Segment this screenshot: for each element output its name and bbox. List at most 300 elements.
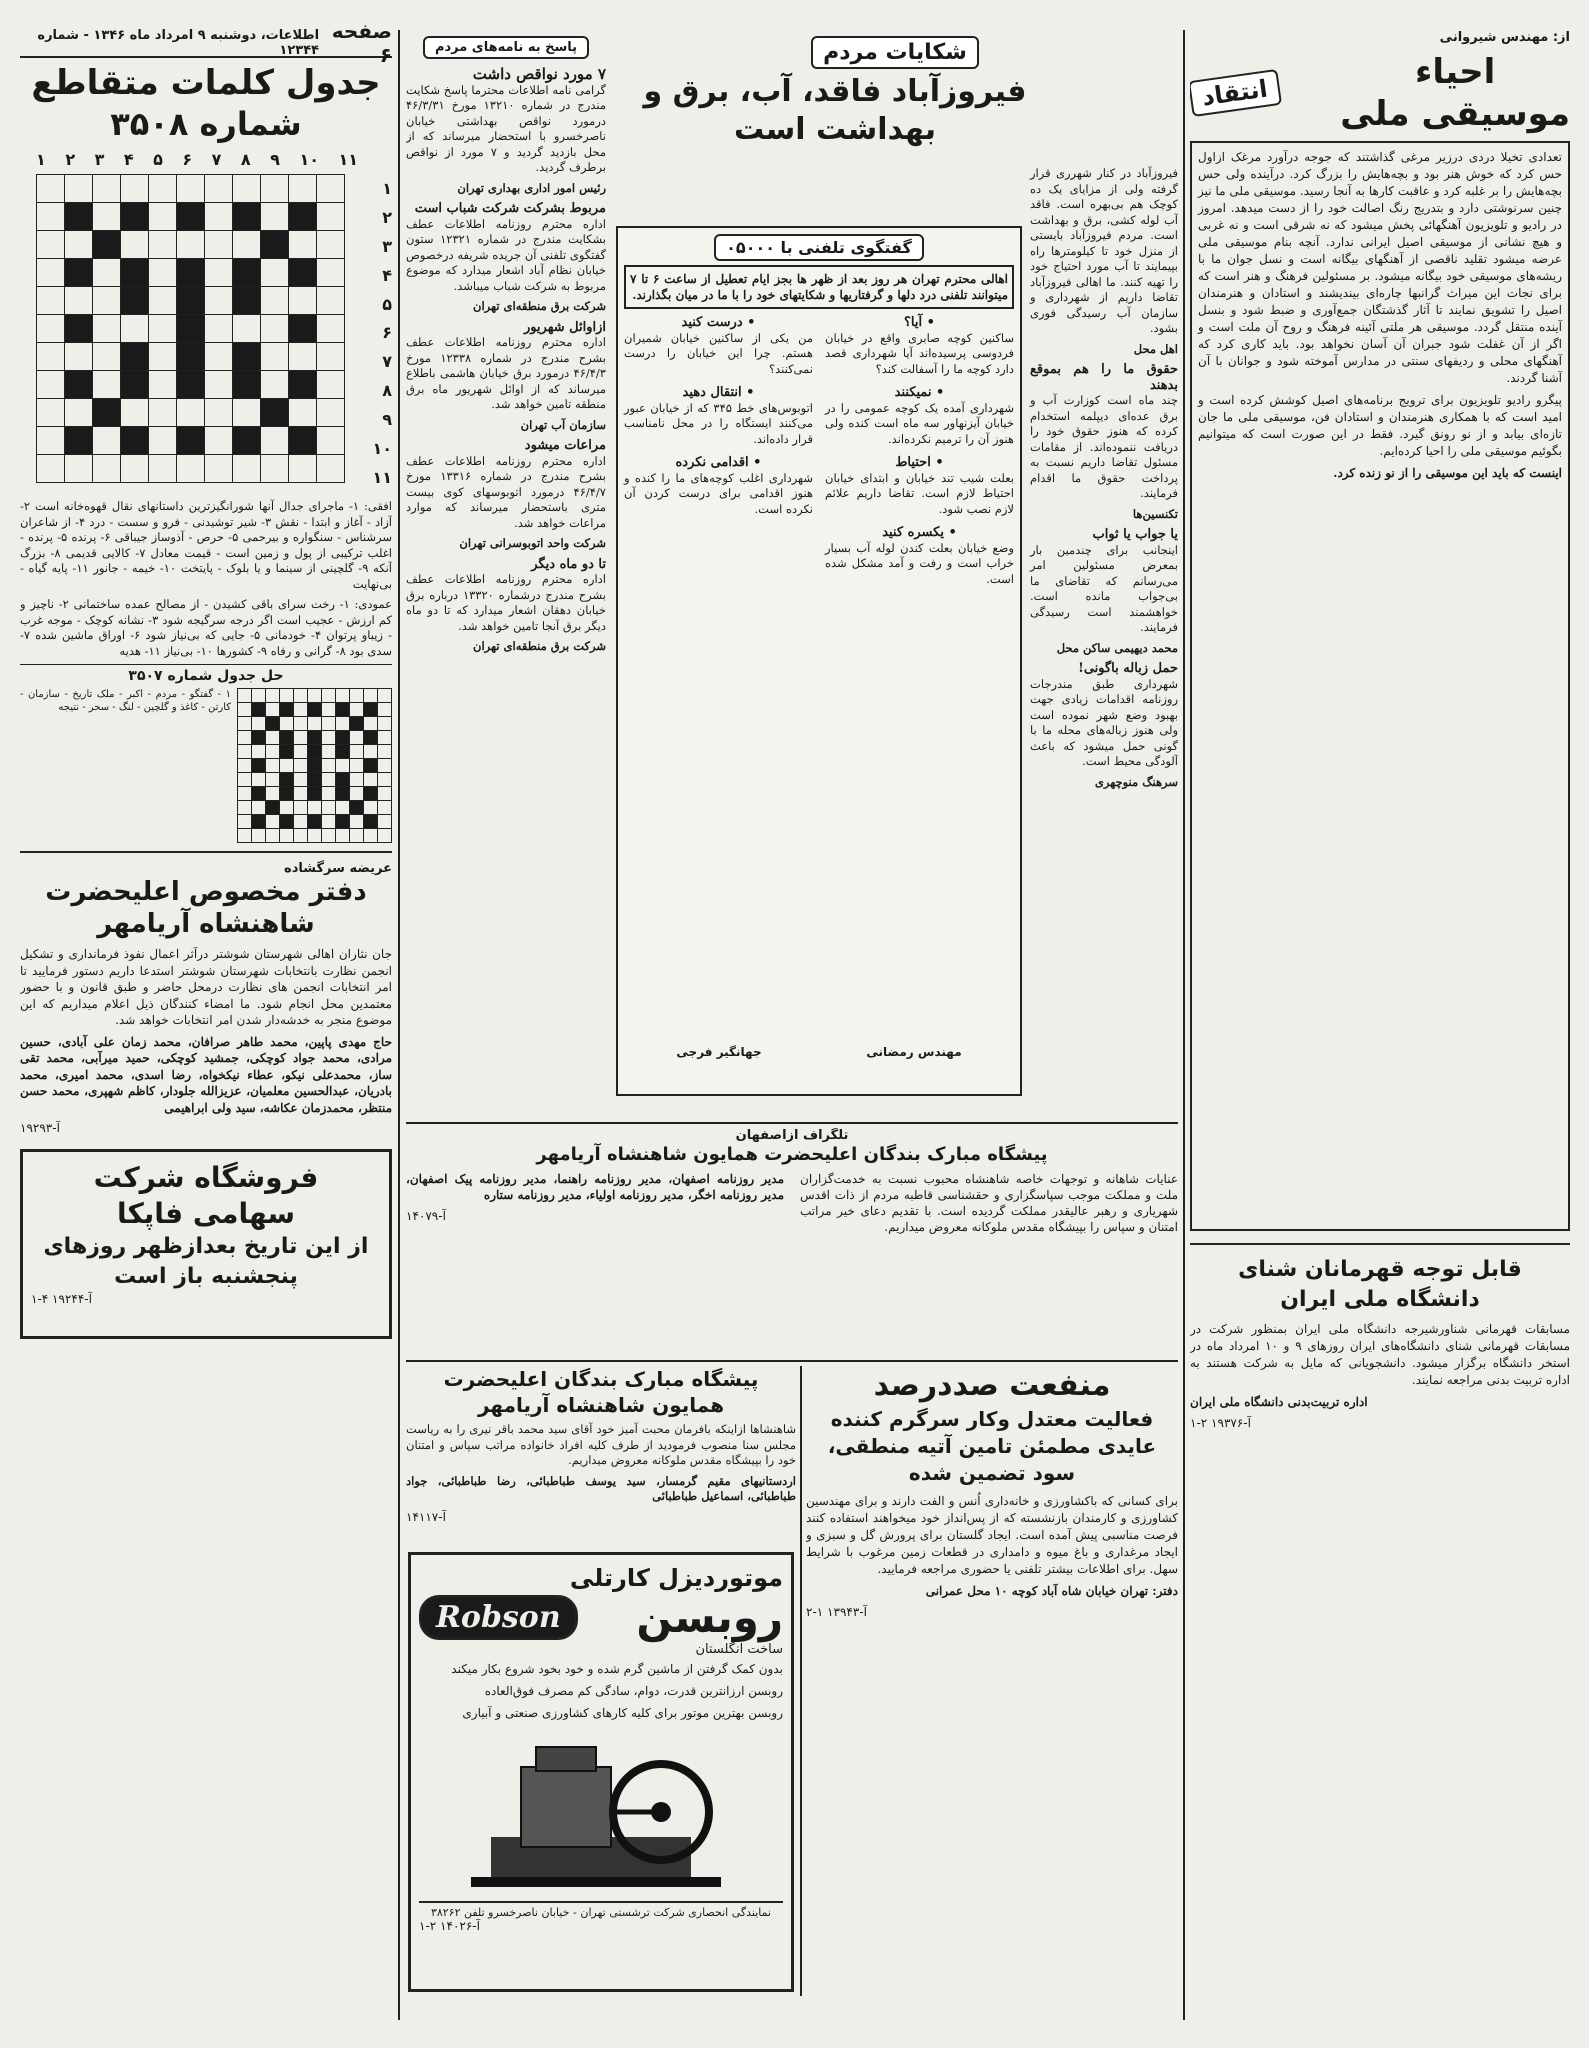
solution-cell	[350, 801, 364, 815]
page-label: صفحه ۶	[331, 19, 392, 67]
replies-badge: پاسخ به نامه‌های مردم	[423, 36, 589, 59]
crossword-cell	[205, 343, 233, 371]
solution-cell	[294, 745, 308, 759]
univ-signer: اداره تربیت‌بدنی دانشگاه ملی ایران	[1190, 1395, 1368, 1409]
solution-cell	[336, 745, 350, 759]
solution-cell	[308, 717, 322, 731]
crossword-cell	[177, 259, 205, 287]
phone-item-title: • اقدامی نکرده	[675, 455, 762, 470]
telegram-title: پیشگاه مبارک بندگان اعلیحضرت همایون شاهنشاه آریامهر	[536, 1144, 1048, 1165]
crossword-cell	[233, 427, 261, 455]
solution-cell	[364, 689, 378, 703]
complaints-sub4-signer: سرهنگ منوچهری	[1094, 774, 1178, 789]
crossword-row-number: ۱۱	[372, 468, 392, 488]
complaints-sub4: حمل زباله باگونی!	[1078, 661, 1178, 676]
crossword-cell	[65, 427, 93, 455]
ad-fapka-code: ۱-۴ آ-۱۹۲۴۴	[31, 1292, 92, 1306]
solution-cell	[336, 689, 350, 703]
telegram-code: آ-۱۴۰۷۹	[406, 1209, 446, 1223]
solution-cell	[294, 829, 308, 843]
solution-cell	[364, 759, 378, 773]
crossword-col-number: ۳	[94, 150, 105, 169]
solution-cell	[280, 815, 294, 829]
solution-cell	[322, 787, 336, 801]
page-header	[20, 19, 392, 67]
crossword-row-number: ۱۰	[372, 439, 392, 459]
solution-cell	[266, 787, 280, 801]
crossword-cell	[65, 287, 93, 315]
crossword-col-number: ۲	[65, 150, 76, 169]
crossword-cell	[149, 315, 177, 343]
phone-item	[624, 455, 813, 517]
solution-cell	[322, 731, 336, 745]
crossword-cell	[289, 175, 317, 203]
profit-title: منفعت صددرصد	[873, 1368, 1111, 1403]
column-rule	[800, 1366, 802, 1996]
crossword-cell	[289, 259, 317, 287]
robson-line1: بدون کمک گرفتن از ماشین گرم شده و خود بخود شروع بکار میکند	[451, 1662, 783, 1676]
crossword-cell	[37, 343, 65, 371]
solution-cell	[308, 703, 322, 717]
phone-icon-badge: گفتگوی تلفنی با ۰۵۰۰۰	[714, 234, 924, 261]
solution-title: حل جدول شماره ۳۵۰۷	[20, 664, 392, 684]
univ-box	[1190, 1243, 1570, 1430]
crossword-cell	[121, 371, 149, 399]
crossword-cell	[205, 427, 233, 455]
solution-cell	[252, 829, 266, 843]
crossword-cell	[177, 287, 205, 315]
replies-sub3-signer: شرکت واحد اتوبوسرانی تهران	[459, 536, 606, 550]
solution-cell	[280, 773, 294, 787]
crossword-cell	[233, 203, 261, 231]
crossword-cell	[121, 231, 149, 259]
crossword-cell	[317, 203, 345, 231]
solution-cell	[350, 759, 364, 773]
article-body: تعدادی تخیلا دردی درزیر مرغی گذاشتند که جوجه درآورد مرغک ازاول حس کرد که خوش هنر بود و بچه‌هایش را بزرگ کرد. درآینده ولی حس بچه‌هایش را بر غلبه کرد و عاقبت کارها به آنجا رسید. موسیقی ملی ما نیز چنین سرنوشتی دارد و بتدریج رنگ اصالت خود را از دست میدهد. امروز در رادیو و تلویزیون آهنگهائی پخش میشود که نه شرقی است و نه غربی و هیچ نشانی از موسیقی اصیل ایرانی ندارد. آنچه بنام موسیقی ملی عرضه میشود تقلید ناقصی از آهنگهای بیگانه است و نسل جوان ما با ریشه‌های موسیقی خود بیگانه میشود. بر مسئولین فرهنگ و هنر است که برای نجات این میراث گرانبها چاره‌ای بیندیشند و استادان و هنرمندان اصیل را تشویق نمایند تا آثار گذشتگان جمع‌آوری و ضبط شود و بنسل آینده منتقل گردد. موسیقی هر ملتی آئینه فرهنگ و روح آن ملت است و اگر از آن غفلت شود جبران آن آسان نخواهد بود. باید کاری کرد که آهنگهای محلی و ردیفهای سنتی در مدارس آموخته شود و جوانان با آن آشنا گردند.	[1198, 150, 1562, 385]
phone-item	[624, 315, 813, 377]
solution-cell	[280, 689, 294, 703]
crossword-cell	[205, 259, 233, 287]
crossword-cell	[233, 231, 261, 259]
replies-sub1-signer: شرکت برق منطقه‌ای تهران	[473, 299, 606, 313]
solution-cell	[322, 773, 336, 787]
crossword-cell	[65, 203, 93, 231]
complaints-sub4-body: شهرداری طبق مندرجات روزنامه اقدامات زیادی جهت بهبود وضع شهر نموده است ولی هنوز زباله‌های محله ما با گونی حمل میشود که باعث آلودگی محیط است.	[1030, 676, 1178, 768]
crossword-cell	[317, 315, 345, 343]
petition-signers: حاج مهدی پاپین، محمد طاهر صرافان، محمد زمان علی آبادی، حسین مرادی، محمد جواد کوچکی، جمشید کوچکی، حمید میرآبی، محمد تقی ساز، محمدعلی نیکو، عطاء نیکخواه، رضا اسدی، محمد امیری، محمد بادریان، عبدالحسین معلمیان، عزیزالله جلودار، کاظم شهپری، محمد حسن منتظر، محمدزمان عکاشه، سید ولی ابراهیمی	[20, 1034, 392, 1115]
solution-cell	[266, 731, 280, 745]
crossword-row-number: ۶	[382, 323, 392, 343]
solution-cell	[378, 829, 392, 843]
solution-cell	[280, 731, 294, 745]
phone-item-title: • درست کنید	[681, 315, 756, 330]
solution-cell	[322, 759, 336, 773]
critique-badge: انتقاد	[1190, 69, 1282, 117]
section-rule	[20, 851, 392, 853]
replies-sub3-body: اداره محترم روزنامه اطلاعات عطف بشرح مندرج در شماره ۱۳۳۱۶ مورخ ۴۶/۴/۷ درمورد اتوبوسهای کوی بیست متری باستحضار میرساند که موارد مراعات خواهد شد.	[406, 453, 606, 530]
solution-cell	[280, 801, 294, 815]
crossword-cell	[233, 175, 261, 203]
solution-cell	[364, 773, 378, 787]
crossword-cell	[177, 231, 205, 259]
solution-cell	[308, 745, 322, 759]
crossword-cell	[261, 315, 289, 343]
solution-cell	[252, 689, 266, 703]
engine-illustration	[451, 1727, 751, 1897]
solution-cell	[280, 717, 294, 731]
crossword-cell	[149, 259, 177, 287]
solution-cell	[308, 759, 322, 773]
univ-body: مسابقات قهرمانی شناورشیرجه دانشگاه ملی ایران بمنظور شرکت در مسابقات قهرمانی شنای دانشگاه‌های ایران روزهای ۹ و ۱۰ امرداد ماه در استخر دانشگاه برگزار میشود. دانشجویانی که مایل به شرکت هستند به اداره تربیت بدنی مراجعه نمایند.	[1190, 1322, 1570, 1387]
ad-fapka-line1: از این تاریخ بعدازظهر روزهای	[43, 1234, 369, 1259]
column-rule	[1183, 30, 1185, 2020]
crossword-cell	[121, 175, 149, 203]
ad-fapka-title: فروشگاه شرکت	[93, 1161, 319, 1194]
telegram-signers: مدیر روزنامه اصفهان، مدیر روزنامه راهنما، مدیر روزنامه پیک اصفهان، مدیر روزنامه اخگر، مدیر روزنامه اولیاء، مدیر روزنامه ستاره	[406, 1172, 784, 1202]
section-rule	[406, 1360, 1178, 1362]
solution-cell	[280, 703, 294, 717]
crossword-cell	[93, 427, 121, 455]
ad-fapka-line2: پنجشنبه باز است	[114, 1264, 298, 1289]
phone-item-body: اتوبوس‌های خط ۳۴۵ که از خیابان عبور می‌کنند ایستگاه را در محل نامناسب قرار داده‌اند.	[624, 400, 813, 446]
solution-cell	[378, 703, 392, 717]
crossword-cell	[205, 231, 233, 259]
solution-cell	[294, 689, 308, 703]
solution-cell	[294, 815, 308, 829]
solution-cell	[350, 689, 364, 703]
solution-cell	[378, 773, 392, 787]
solution-cell	[238, 745, 252, 759]
solution-cell	[308, 689, 322, 703]
article-title-1: احیاء	[1415, 52, 1496, 92]
solution-cell	[252, 787, 266, 801]
crossword-title: جدول کلمات متقاطع	[31, 63, 381, 103]
crossword-row-numbers	[370, 174, 392, 492]
solution-cell	[294, 731, 308, 745]
replies-sub2: ازاوائل شهریور	[523, 319, 606, 335]
univ-title-2: دانشگاه ملی ایران	[1280, 1287, 1480, 1312]
complaints-sub3-body: اینجانب برای چندمین بار بمعرض مسئولین امر می‌رسانم که تقاضای ما بی‌جواب مانده است. خواهشمند است رسیدگی فرمایند.	[1030, 542, 1178, 634]
phone-box	[616, 226, 1022, 1096]
crossword-cell	[317, 259, 345, 287]
solution-cell	[266, 801, 280, 815]
phone-item-body: بعلت شیب تند خیابان و ابتدای خیابان احتیاط لازم است. تقاضا داریم علائم لازم نصب شود.	[825, 470, 1014, 516]
column-rule	[398, 30, 400, 2020]
solution-cell	[280, 759, 294, 773]
solution-cell	[308, 801, 322, 815]
profit-subtitle: فعالیت معتدل وکار سرگرم کننده عایدی مطمئن تامین آتیه منطقی، سود تضمین شده	[827, 1407, 1157, 1485]
crossword-cell	[289, 203, 317, 231]
crossword-cell	[317, 371, 345, 399]
telegram2-signers: اردستانیهای مقیم گرمسار، سید یوسف طباطبائی، رضا طباطبائی، جواد طباطبائی، اسماعیل طباطبائی	[406, 1473, 796, 1503]
replies-sub2-body: اداره محترم روزنامه اطلاعات عطف بشرح مندرج در شماره ۱۲۳۳۸ مورخ ۴۶/۴/۳ درمورد برق خیابان هاشمی باطلاع میرساند که از اوائل شهریور ماه برق منطقه تامین خواهد شد.	[406, 335, 606, 411]
solution-cell	[252, 731, 266, 745]
crossword-cell	[149, 231, 177, 259]
crossword-cell	[149, 175, 177, 203]
replies-sub4-body: اداره محترم روزنامه اطلاعات عطف بشرح مندرج درشماره ۱۳۳۲۰ درباره برق خیابان دهقان اشعار میدارد که تا دو ماه دیگر برق آنجا تامین خواهد شد.	[406, 572, 606, 633]
crossword-cell	[37, 427, 65, 455]
crossword-cell	[317, 287, 345, 315]
crossword-row-number: ۱	[382, 178, 392, 198]
solution-cell	[266, 689, 280, 703]
crossword-cell	[261, 231, 289, 259]
solution-cell	[308, 787, 322, 801]
solution-cell	[336, 787, 350, 801]
section-rule	[406, 1122, 1178, 1124]
crossword-row-number: ۵	[382, 294, 392, 314]
complaints-sub2: تکنسین‌ها	[1132, 506, 1178, 521]
solution-cell	[252, 703, 266, 717]
crossword-cell	[261, 287, 289, 315]
solution-cell	[238, 815, 252, 829]
solution-cell	[364, 717, 378, 731]
solution-cell	[364, 815, 378, 829]
crossword-cell	[149, 427, 177, 455]
complaints-sub1: حقوق ما را هم بموقع بدهند	[1030, 362, 1178, 393]
crossword-cell	[93, 231, 121, 259]
solution-cell	[378, 815, 392, 829]
solution-cell	[238, 773, 252, 787]
crossword-col-numbers	[36, 150, 358, 172]
replies-signer: رئیس امور اداری بهداری تهران	[457, 180, 606, 195]
solution-cell	[308, 829, 322, 843]
crossword-cell	[37, 455, 65, 483]
crossword-row-number: ۲	[382, 207, 392, 227]
crossword-cell	[65, 175, 93, 203]
crossword-cell	[37, 287, 65, 315]
solution-cell	[350, 829, 364, 843]
solution-cell	[350, 787, 364, 801]
solution-cell	[294, 717, 308, 731]
solution-cell	[378, 689, 392, 703]
crossword-cell	[289, 287, 317, 315]
solution-cell	[378, 731, 392, 745]
crossword-cell	[65, 399, 93, 427]
crossword-cell	[289, 455, 317, 483]
ad-fapka	[20, 1149, 392, 1339]
replies-sub3: مراعات میشود	[524, 438, 606, 453]
phone-item-body: شهرداری آمده یک کوچه عمومی را در خیابان آیزنهاور سه ماه است کنده ولی هنوز آن را ترمیم نکرده‌اند.	[825, 400, 1014, 446]
crossword-cell	[289, 399, 317, 427]
telegram2-body: شاهنشاها ازاینکه بافرمان محبت آمیز خود آقای سید محمد باقر نیری را به ریاست مجلس سنا منصوب فرمودید از طرف کلیه افراد خانواده مراتب سپاس و امتنان خود را بپیشگاه مقدس ملوکانه معروض میداریم.	[406, 1422, 796, 1467]
phone-item-body: من یکی از ساکنین خیابان شمیران هستم. چرا این خیابان را درست نمی‌کنند؟	[624, 330, 813, 376]
solution-grid	[237, 688, 392, 843]
crossword-cell	[149, 343, 177, 371]
solution-cell	[378, 745, 392, 759]
phone-signer-1: مهندس رمضانی	[866, 1045, 962, 1059]
solution-cell	[364, 731, 378, 745]
crossword-cell	[233, 287, 261, 315]
solution-cell	[238, 759, 252, 773]
solution-cell	[336, 703, 350, 717]
crossword-cell	[93, 399, 121, 427]
telegram2-section	[406, 1366, 796, 1546]
crossword-cell	[261, 343, 289, 371]
crossword-cell	[205, 203, 233, 231]
crossword-cell	[317, 455, 345, 483]
robson-brand-fa: روبسن	[636, 1593, 783, 1642]
solution-cell	[322, 717, 336, 731]
crossword-col-number: ۶	[182, 150, 193, 169]
crossword-col-number: ۷	[211, 150, 222, 169]
crossword-cell	[177, 399, 205, 427]
replies-sub1-body: اداره محترم روزنامه اطلاعات عطف بشکایت مندرج در شماره ۱۲۳۲۱ ستون گفتگوی تلفنی آن جریده شریفه درخصوص خیابان نظام آباد اشعار میدارد که موضوع مربوط به شرکت شباب میباشد.	[406, 216, 606, 293]
solution-cell	[266, 703, 280, 717]
crossword-cell	[65, 455, 93, 483]
solution-cell	[266, 717, 280, 731]
solution-cell	[238, 829, 252, 843]
crossword-cell	[317, 343, 345, 371]
petition-body: جان نثاران اهالی شهرستان شوشتر درآثر اعمال نفوذ فرمانداری و تشکیل انجمن نظارت بانتخابات شهرستان شوشتر استدعا داریم دستور فرمایید تا امر انتخابات انجمن های نظارت درمحل حاضر و طبق قانون و با حضور معتمدین محل انجام شود. ما امضاء کنندگان ذیل اعلام میداریم که این موضوع منجر به خدشه‌دار شدن امر انتخابات خواهد شد.	[20, 947, 392, 1027]
solution-cell	[378, 787, 392, 801]
solution-cell	[336, 815, 350, 829]
solution-cell	[252, 717, 266, 731]
crossword-cell	[121, 287, 149, 315]
crossword-cell	[93, 371, 121, 399]
crossword-cell	[121, 203, 149, 231]
solution-cell	[378, 759, 392, 773]
complaints-right-col	[1030, 166, 1178, 795]
crossword-row-number: ۸	[382, 381, 392, 401]
crossword-cell	[65, 343, 93, 371]
solution-cell	[364, 829, 378, 843]
crossword-cell	[289, 315, 317, 343]
solution-text: ۱ - گفتگو - مردم - اکبر - ملک تاریخ - سازمان - کارتن - کاغذ و گلچین - لنگ - سحر - نتیجه	[20, 689, 231, 713]
solution-cell	[322, 801, 336, 815]
solution-cell	[350, 703, 364, 717]
crossword-cell	[121, 343, 149, 371]
telegram-body: عنایات شاهانه و توجهات خاصه شاهنشاه محبوب نسبت به خدمت‌گزاران ملت و مملکت موجب سپاسگزاری و حقشناسی قاطبه مردم از ذات اقدس شهریاری و رهبر عالیقدر مملکت گردیده است. با تقدیم دعای خیر مراتب امتنان و سپاس را بپیشگاه مقدس ملوکانه معروض میداریم.	[800, 1172, 1178, 1234]
solution-cell	[336, 829, 350, 843]
crossword-cell	[233, 259, 261, 287]
solution-cell	[280, 829, 294, 843]
article-box	[1190, 141, 1570, 1231]
crossword-cell	[37, 231, 65, 259]
crossword-cell	[317, 399, 345, 427]
phone-item	[825, 385, 1014, 447]
phone-item-title: • آیا؟	[904, 315, 935, 330]
ad-fapka-subtitle: سهامی فاپکا	[116, 1197, 296, 1230]
crossword-cell	[121, 427, 149, 455]
crossword-cell	[317, 231, 345, 259]
solution-cell	[252, 801, 266, 815]
profit-code: ۲-۱ آ-۱۳۹۴۳	[806, 1605, 867, 1619]
crossword-cell	[177, 427, 205, 455]
crossword-cell	[233, 315, 261, 343]
univ-code: ۱-۲ آ-۱۹۳۷۶	[1190, 1416, 1251, 1430]
solution-cell	[280, 787, 294, 801]
solution-cell	[252, 745, 266, 759]
crossword-row-number: ۳	[382, 236, 392, 256]
crossword-cell	[261, 399, 289, 427]
replies-sub4: تا دو ماه دیگر	[531, 556, 606, 572]
solution-cell	[350, 745, 364, 759]
crossword-cell	[289, 371, 317, 399]
telegram-section	[406, 1128, 1178, 1358]
solution-cell	[238, 787, 252, 801]
crossword-cell	[177, 175, 205, 203]
telegram2-title: پیشگاه مبارک بندگان اعلیحضرت همایون شاهنشاه آریامهر	[443, 1367, 759, 1417]
complaints-badge: شکایات مردم	[811, 36, 979, 69]
crossword-cell	[37, 315, 65, 343]
solution-cell	[350, 717, 364, 731]
complaints-lead-body: فیروزآباد در کنار شهرری قرار گرفته ولی از مزایای یک ده کوچک هم بی‌بهره است. فاقد آب لوله کشی، برق و بهداشت است. مردم فیروزآباد بایستی از منزل خود تا کیلومترها راه بپیمایند تا آب مورد احتیاج خود را تهیه کنند. ما اهالی فیروزآباد تقاضا داریم از شهرداری و سازمان آب رسیدگی فوری بشود.	[1030, 166, 1178, 335]
univ-title-1: قابل توجه قهرمانان شنای	[1238, 1257, 1522, 1282]
crossword-row-number: ۴	[382, 265, 392, 285]
phone-item	[825, 455, 1014, 517]
solution-cell	[252, 759, 266, 773]
solution-cell	[266, 773, 280, 787]
crossword-cell	[93, 343, 121, 371]
profit-section	[806, 1366, 1178, 1996]
left-column	[20, 62, 392, 2022]
solution-cell	[308, 773, 322, 787]
crossword-cell	[121, 455, 149, 483]
solution-cell	[308, 731, 322, 745]
petition-title-1: دفتر مخصوص اعلیحضرت	[45, 877, 367, 907]
robson-line2: روبسن ارزانترین قدرت، دوام، سادگی کم مصرف فوق‌العاده	[484, 1684, 783, 1698]
crossword-cell	[65, 371, 93, 399]
crossword-cell	[93, 203, 121, 231]
crossword-cell	[205, 455, 233, 483]
crossword-cell	[149, 371, 177, 399]
robson-code: ۱-۲ آ-۱۴۰۲۶	[419, 1919, 480, 1933]
solution-cell	[266, 759, 280, 773]
replies-title: ۷ مورد نواقص داشت	[472, 65, 606, 83]
robson-logo: Robson	[419, 1595, 578, 1640]
phone-items	[624, 315, 1014, 1045]
crossword-cell	[289, 343, 317, 371]
article-body-2: پیگرو رادیو تلویزیون برای ترویج برنامه‌های اصیل کوشش کرده است و امید است که با همکاری هنرمندان و استادان فن، موسیقی ملی ما جان تازه‌ای بیابد و از نو رونق گیرد. فقط در این صورت است که میتوانیم بگوئیم موسیقی ملی را احیا کرده‌ایم.	[1198, 393, 1562, 458]
solution-cell	[378, 717, 392, 731]
solution-cell	[266, 829, 280, 843]
crossword-cell	[177, 203, 205, 231]
horizontal-clues: افقی: ۱- ماجرای جدال آنها شورانگیزترین داستانهای نقال قهوه‌خانه است ۲- آزاد - آغاز و ابتدا - نقش ۳- شیر توشیدنی - فرو و سست - درد ۴- از شاعران سرشناس - سنگواره و بیرحمی ۵- حرص - آذوساز جیباقی ۶- پرنده ۵- پرنده - اغلب ترکیبی از پول و زمین است - قیمت معادل ۷- کالایی قدیمی ۸- بزرگ آنکه ۹- گلچینی از سینما و یا بلوک - پایتخت ۱۰- خیمه - جانور ۱۱- پایه گیاه - بی‌نهایت	[20, 499, 392, 591]
crossword-cell	[65, 231, 93, 259]
crossword-cell	[233, 399, 261, 427]
crossword-grid	[20, 150, 392, 495]
solution-cell	[322, 689, 336, 703]
complaints-sub3-signer: محمد دیهیمی ساکن محل	[1056, 640, 1178, 655]
solution-cell	[350, 773, 364, 787]
crossword-col-number: ۹	[270, 150, 280, 169]
crossword-cell	[177, 371, 205, 399]
phone-item-body: شهرداری اغلب کوچه‌های ما را کنده و هنوز اقدامی برای درست کردن آن نکرده است.	[624, 470, 813, 516]
right-column	[1190, 30, 1570, 2020]
crossword-cell	[149, 287, 177, 315]
solution-cell	[322, 829, 336, 843]
solution-cell	[294, 759, 308, 773]
replies-body: گرامی نامه اطلاعات محترما پاسخ شکایت مندرج در شماره ۱۳۲۱۰ مورخ ۴۶/۳/۳۱ درمورد نواقص بهداشتی خیابان ناصرخسرو با استحضار میرساند که از محل بازدید گردید و ۷ مورد از نواقص برطرف گردید.	[406, 82, 606, 174]
solution-cell	[238, 731, 252, 745]
phone-item-title: • نمیکنند	[894, 385, 945, 400]
replies-sub1: مربوط بشرکت شرکت شباب است	[414, 201, 606, 216]
crossword-cell	[205, 287, 233, 315]
crossword-cell	[177, 343, 205, 371]
crossword-col-number: ۱	[36, 150, 46, 169]
crossword-cell	[37, 175, 65, 203]
complaints-sub1-body: چند ماه است کوزارت آب و برق عده‌ای دیپلمه استخدام کرده که هنوز حقوق خود را دریافت ننموده‌اند. از مقامات مسئول تقاضا داریم نسبت به پرداخت حقوق ما اقدام فرمایند.	[1030, 393, 1178, 500]
solution-cell	[294, 703, 308, 717]
robson-title: موتوردیزل کارتلی	[569, 1564, 783, 1592]
vertical-clues: عمودی: ۱- رخت سرای باقی کشیدن - از مصالح عمده ساختمانی ۲- ناچیز و کم ارزش - عجیب است اگر درجه سرگیجه شود ۳- نشانه کوچک - موجه غرب - زیباو پرتوان ۴- خودمانی ۵- جایی که بی‌نیاز شود ۶- اوراق ماشین شده ۷- سدی بود ۸- گرانی و رفاه ۹- کشورها ۱۰- بی‌نیاز ۱۱- هدیه	[20, 597, 392, 658]
crossword-cell	[149, 455, 177, 483]
solution-cell	[322, 745, 336, 759]
crossword-cell	[37, 399, 65, 427]
solution-cell	[336, 731, 350, 745]
crossword-cells	[36, 174, 345, 483]
crossword-cell	[261, 455, 289, 483]
